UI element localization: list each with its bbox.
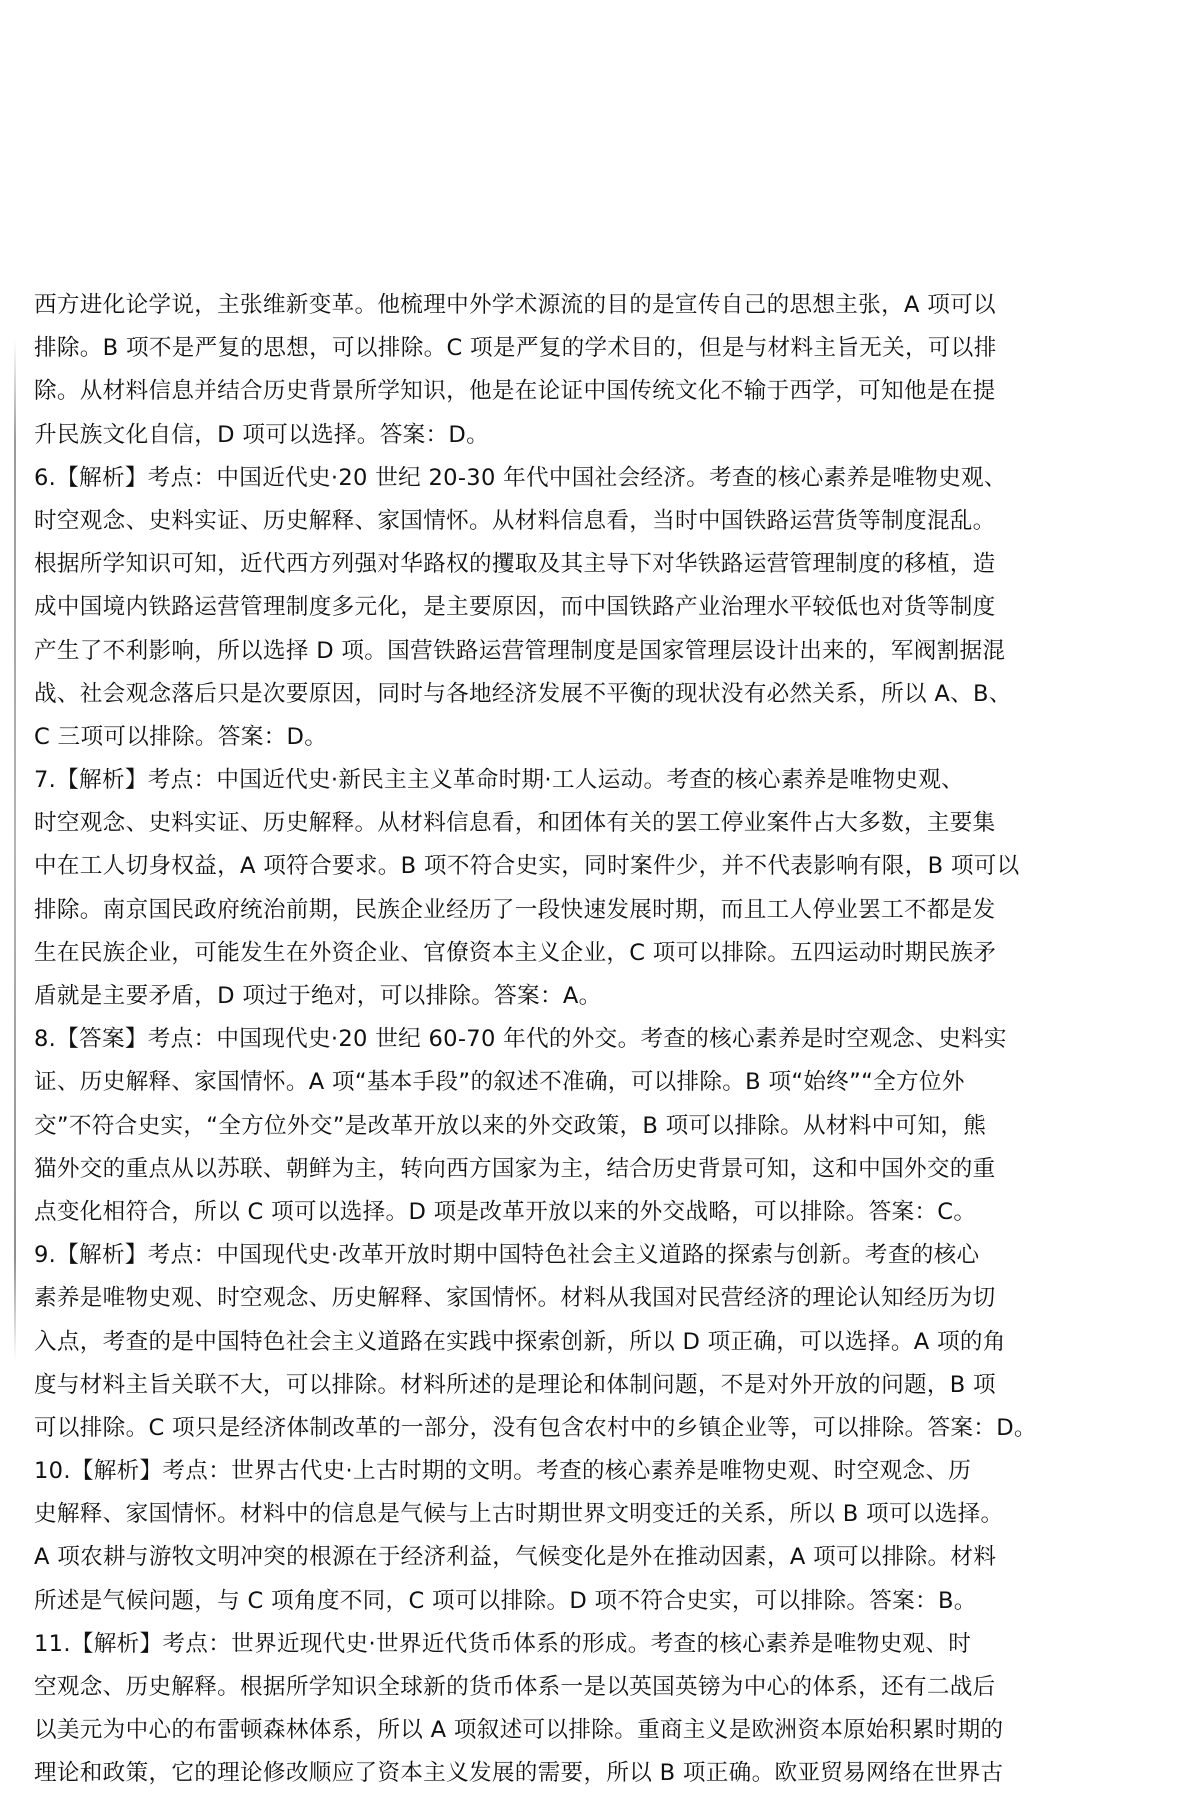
text-line: 根据所学知识可知，近代西方列强对华路权的攫取及其主导下对华铁路运营管理制度的移植，造: [34, 551, 996, 578]
text-line: 产生了不利影响，所以选择 D 项。国营铁路运营管理制度是国家管理层设计出来的，军阀割据混: [34, 637, 1006, 664]
text-line: C 三项可以排除。答案：D。: [34, 723, 328, 750]
text-line: 理论和政策，它的理论修改顺应了资本主义发展的需要，所以 B 项正确。欧亚贸易网络在世界古: [34, 1760, 1004, 1787]
text-line: 除。从材料信息并结合历史背景所学知识，他是在论证中国传统文化不输于西学，可知他是在提: [34, 378, 996, 405]
text-line: 素养是唯物史观、时空观念、历史解释、家国情怀。材料从我国对民营经济的理论认知经历为切: [34, 1285, 996, 1312]
text-line: 生在民族企业，可能发生在外资企业、官僚资本主义企业，C 项可以排除。五四运动时期民族矛: [34, 939, 997, 966]
text-line: 度与材料主旨关联不大，可以排除。材料所述的是理论和体制问题，不是对外开放的问题，B 项: [34, 1371, 996, 1398]
text-line: 9.【解析】考点：中国现代史·改革开放时期中国特色社会主义道路的探索与创新。考查的核心: [34, 1242, 980, 1269]
text-line: 战、社会观念落后只是次要原因，同时与各地经济发展不平衡的现状没有必然关系，所以 A、B、: [34, 680, 1012, 707]
text-line: 空观念、历史解释。根据所学知识全球新的货币体系一是以英国英镑为中心的体系，还有二战后: [34, 1674, 996, 1700]
text-line: 交”不符合史实，“全方位外交”是改革开放以来的外交政策，B 项可以排除。从材料中可知，熊: [34, 1112, 987, 1139]
text-line: 成中国境内铁路运营管理制度多元化，是主要原因，而中国铁路产业治理水平较低也对货等制度: [34, 594, 996, 621]
text-line: 11.【解析】考点：世界近现代史·世界近代货币体系的形成。考查的核心素养是唯物史观、时: [34, 1630, 972, 1657]
text-line: 8.【答案】考点：中国现代史·20 世纪 60-70 年代的外交。考查的核心素养是时空观念、史料实: [34, 1026, 1007, 1053]
text-line: 盾就是主要矛盾，D 项过于绝对，可以排除。答案：A。: [34, 983, 602, 1009]
text-line: 可以排除。C 项只是经济体制改革的一部分，没有包含农村中的乡镇企业等，可以排除。答案：D。: [34, 1414, 1037, 1441]
text-line: 中在工人切身权益，A 项符合要求。B 项不符合史实，同时案件少，并不代表影响有限，B 项可以: [34, 853, 1020, 880]
text-line: 点变化相符合，所以 C 项可以选择。D 项是改革开放以来的外交战略，可以排除。答案：C。: [34, 1198, 977, 1225]
text-line: 以美元为中心的布雷顿森林体系，所以 A 项叙述可以排除。重商主义是欧洲资本原始积累时期的: [34, 1717, 1004, 1744]
text-line: A 项农耕与游牧文明冲突的根源在于经济利益，气候变化是外在推动因素，A 项可以排除。材料: [34, 1544, 997, 1571]
text-line: 证、历史解释、家国情怀。A 项“基本手段”的叙述不准确，可以排除。B 项“始终”“全方位外: [34, 1069, 965, 1096]
text-line: 猫外交的重点从以苏联、朝鲜为主，转向西方国家为主，结合历史背景可知，这和中国外交的重: [34, 1155, 996, 1182]
text-line: 6.【解析】考点：中国近代史·20 世纪 20-30 年代中国社会经济。考查的核心素养是唯物史观、: [34, 464, 1007, 491]
text-line: 10.【解析】考点：世界古代史·上古时期的文明。考查的核心素养是唯物史观、时空观念、历: [34, 1458, 972, 1485]
text-line: 史解释、家国情怀。材料中的信息是气候与上古时期世界文明变迁的关系，所以 B 项可以选择。: [34, 1501, 1004, 1528]
text-line: 7.【解析】考点：中国近代史·新民主主义革命时期·工人运动。考查的核心素养是唯物史观、: [34, 767, 964, 794]
text-line: 升民族文化自信，D 项可以选择。答案：D。: [34, 421, 489, 448]
text-line: 西方进化论学说，主张维新变革。他梳理中外学术源流的目的是宣传自己的思想主张，A 项可以: [34, 292, 996, 318]
answer-explanation-text: [34, 284, 1054, 1796]
text-line: 排除。南京国民政府统治前期，民族企业经历了一段快速发展时期，而且工人停业罢工不都是发: [34, 896, 996, 923]
scan-edge-line: [14, 340, 16, 1360]
text-line: 排除。B 项不是严复的思想，可以排除。C 项是严复的学术目的，但是与材料主旨无关，可以排: [34, 335, 997, 362]
text-line: 时空观念、史料实证、历史解释、家国情怀。从材料信息看，当时中国铁路运营货等制度混乱。: [34, 507, 996, 534]
text-line: 时空观念、史料实证、历史解释。从材料信息看，和团体有关的罢工停业案件占大多数，主要集: [34, 810, 996, 837]
text-line: 所述是气候问题，与 C 项角度不同，C 项可以排除。D 项不符合史实，可以排除。答案：B。: [34, 1587, 977, 1614]
text-line: 入点，考查的是中国特色社会主义道路在实践中探索创新，所以 D 项正确，可以选择。A 项的角: [34, 1328, 1006, 1355]
